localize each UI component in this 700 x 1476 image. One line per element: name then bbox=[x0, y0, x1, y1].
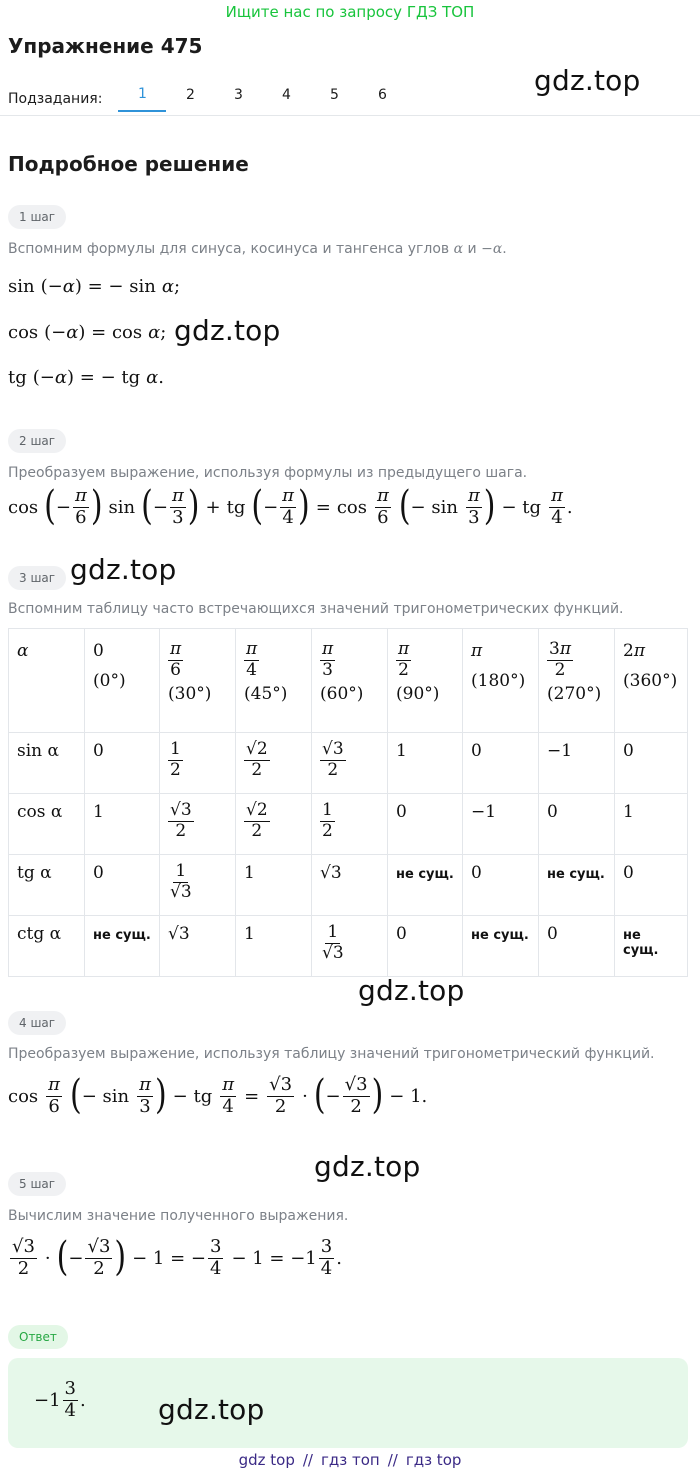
subtask-tab-5[interactable]: 5 bbox=[329, 87, 339, 103]
footer-link-2[interactable]: гдз топ bbox=[320, 1451, 380, 1469]
step-1-text: Вспомним формулы для синуса, косинуса и тангенса углов α и −α. bbox=[8, 241, 507, 257]
subtask-tab-6[interactable]: 6 bbox=[377, 87, 387, 103]
formula-cos: cos (− α ) = cos α ; bbox=[8, 322, 167, 343]
subtask-tab-1[interactable]: 1 bbox=[118, 86, 166, 112]
table-row: sin α 0 $\frac{1}{2}$ $\frac{√2}{2}$ $\frac{√3}{2}$ 1 0 −1 0 bbox=[9, 733, 688, 794]
step-5-text: Вычислим значение полученного выражения. bbox=[8, 1208, 349, 1224]
step-2-text: Преобразуем выражение, используя формулы из предыдущего шага. bbox=[8, 465, 528, 481]
subtask-tab-4[interactable]: 4 bbox=[281, 87, 291, 103]
step-5-expression: √3 2 · ( − √3 2 ) − 1 = − 3 4 − 1 = −1 3 4 . bbox=[12, 1234, 342, 1282]
answer-badge: Ответ bbox=[8, 1325, 68, 1349]
step-badge-5: 5 шаг bbox=[8, 1172, 66, 1196]
watermark: gdz.top bbox=[534, 64, 641, 97]
step-badge-2: 2 шаг bbox=[8, 429, 66, 453]
step-3-text: Вспомним таблицу часто встречающихся значений тригонометрических функций. bbox=[8, 601, 624, 617]
watermark: gdz.top bbox=[174, 314, 281, 347]
page-title: Упражнение 475 bbox=[8, 34, 203, 58]
table-row: α 0 (0°) $\frac{\pi}{6}$ (30°) $\frac{\pi}{4}$ (45°) $\frac{\pi}{3}$ (60°) $\frac{\pi}{2}$ (90°) π (180°) $\frac{3\pi}{2}$ (270°) 2π (360°) bbox=[9, 629, 688, 733]
footer-link-1[interactable]: gdz top bbox=[238, 1451, 295, 1469]
subtasks-label: Подзадания: bbox=[8, 91, 103, 107]
table-row: ctg α не сущ. √3 1 $\frac{1}{√3}$ 0 не сущ. 0 не сущ. bbox=[9, 916, 688, 977]
subtasks-nav bbox=[8, 86, 406, 112]
formula-sin: sin (− α ) = − sin α ; bbox=[8, 276, 181, 297]
subtask-tab-2[interactable]: 2 bbox=[185, 87, 195, 103]
step-badge-1: 1 шаг bbox=[8, 205, 66, 229]
table-row: cos α 1 $\frac{√3}{2}$ $\frac{√2}{2}$ $\frac{1}{2}$ 0 −1 0 1 bbox=[9, 794, 688, 855]
watermark: gdz.top bbox=[70, 553, 177, 586]
answer-box bbox=[8, 1358, 688, 1448]
step-2-expression: cos ( − π 6 ) sin ( − π 3 ) + tg ( − π 4 ) = cos π 6 ( − sin π 3 ) − tg π 4 . bbox=[8, 483, 573, 531]
search-banner[interactable]: Ищите нас по запросу ГДЗ ТОП bbox=[225, 3, 475, 21]
step-badge-3: 3 шаг bbox=[8, 566, 66, 590]
solution-heading: Подробное решение bbox=[8, 152, 249, 176]
step-4-text: Преобразуем выражение, используя таблицу значений тригонометрический функций. bbox=[8, 1046, 655, 1062]
footer-link-3[interactable]: гдз top bbox=[405, 1451, 462, 1469]
subtask-tab-3[interactable]: 3 bbox=[233, 87, 243, 103]
watermark: gdz.top bbox=[158, 1393, 265, 1426]
divider bbox=[0, 115, 700, 116]
trig-values-table bbox=[8, 628, 688, 977]
footer-links: gdz top // гдз топ // гдз top bbox=[238, 1451, 462, 1469]
formula-tg: tg (− α ) = − tg α . bbox=[8, 367, 165, 388]
watermark: gdz.top bbox=[358, 974, 465, 1007]
watermark: gdz.top bbox=[314, 1150, 421, 1183]
step-badge-4: 4 шаг bbox=[8, 1011, 66, 1035]
table-row: tg α 0 $\frac{1}{√3}$ 1 √3 не сущ. 0 не сущ. 0 bbox=[9, 855, 688, 916]
step-4-expression: cos π 6 ( − sin π 3 ) − tg π 4 = √3 2 · ( − √3 2 ) − 1. bbox=[8, 1072, 428, 1120]
answer-value: −1 3 4 . bbox=[34, 1378, 86, 1421]
